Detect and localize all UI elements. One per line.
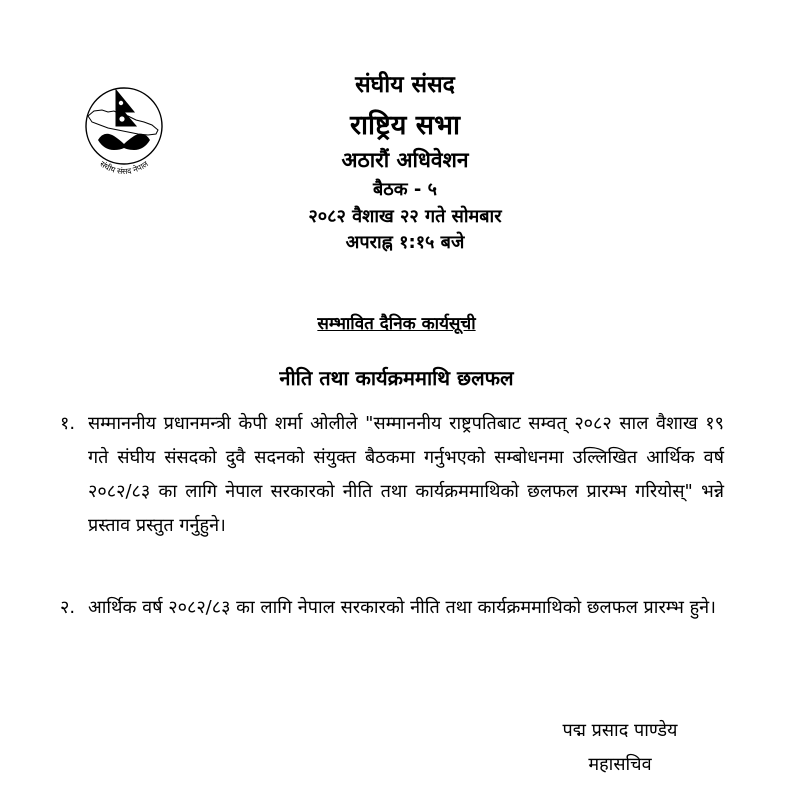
agenda-item-text: सम्माननीय प्रधानमन्त्री केपी शर्मा ओलीले "सम्माननीय राष्ट्रपतिबाट सम्वत् २०८२ साल वैशाख १९ गते संघीय संसदको दुवै सदनको संयुक्त बैठकमा गर्नुभएको सम्बोधनमा उल्लिखित आर्थिक वर्ष २०८२/८३ का लागि नेपाल सरकारको नीति तथा कार्यक्रममाथिको छलफल प्रारम्भ गरियोस्" भन्ने प्रस्ताव प्रस्तुत गर्नुहुने। [88, 413, 724, 536]
agenda-item-number: १. [60, 413, 76, 434]
emblem-graphic [78, 78, 170, 182]
header-date: २०८२ वैशाख २२ गते सोमबार [308, 205, 502, 227]
agenda-item-number: २. [60, 597, 76, 618]
header-time: अपराह्न १:१५ बजे [345, 232, 465, 254]
parliament-emblem-logo [78, 78, 170, 182]
header-session: अठारौं अधिवेशन [341, 147, 469, 172]
signatory-title: महासचिव [588, 754, 652, 775]
header-meeting-number: बैठक - ५ [373, 179, 437, 201]
header-federal-parliament: संघीय संसद [355, 72, 455, 98]
section-heading: नीति तथा कार्यक्रममाथि छलफल [279, 366, 514, 390]
signatory-name: पद्म प्रसाद पाण्डेय [562, 720, 678, 741]
header-national-assembly: राष्ट्रिय सभा [349, 109, 461, 141]
agenda-item [60, 591, 724, 625]
agenda-item-text: आर्थिक वर्ष २०८२/८३ का लागि नेपाल सरकारको नीति तथा कार्यक्रममाथिको छलफल प्रारम्भ हुने। [88, 597, 716, 618]
svg-text:संघीय संसद नेपाल: संघीय संसद नेपाल [98, 159, 150, 177]
signature-block [520, 714, 720, 782]
document-header [240, 72, 570, 254]
agenda-item [60, 407, 724, 543]
agenda-title: सम्भावित दैनिक कार्यसूची [317, 314, 476, 334]
